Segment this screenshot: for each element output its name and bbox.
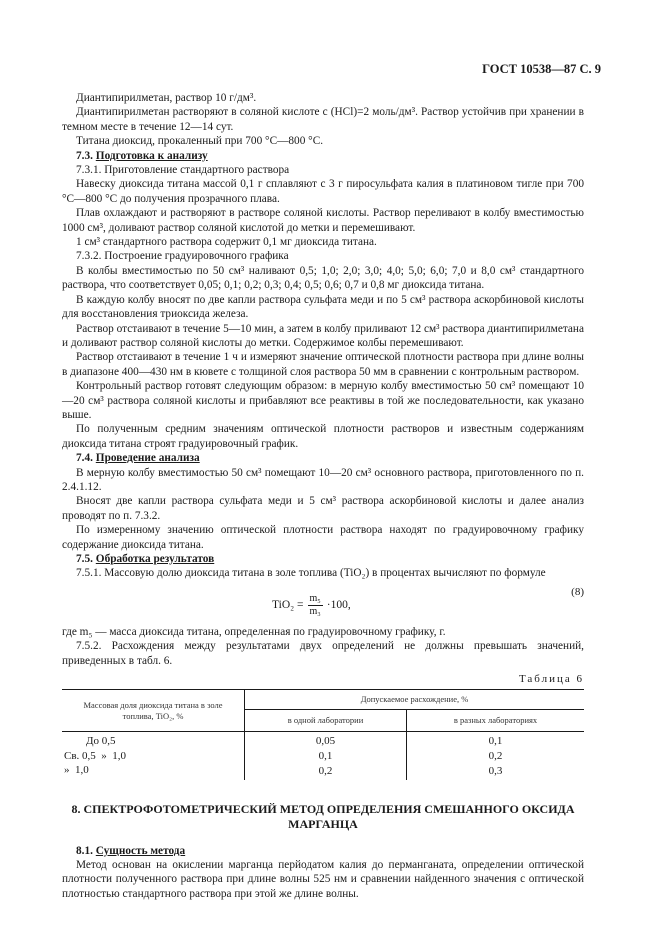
table-group-header: Допускаемое расхождение, % bbox=[245, 690, 585, 710]
paragraph: Раствор отстаивают в течение 1 ч и измеряют значение оптической плотности раствора при длине волны в диапазоне 400—430 нм в кювете с толщиной слоя раствора 50 мм в сравнении с контрольным раствором. bbox=[62, 351, 584, 378]
table-row bbox=[62, 749, 584, 763]
formula-number: (8) bbox=[571, 585, 584, 598]
section-8-title: 8. СПЕКТРОФОТОМЕТРИЧЕСКИЙ МЕТОД ОПРЕДЕЛЕНИЯ СМЕШАННОГО ОКСИДА МАРГАНЦА bbox=[71, 801, 575, 831]
paragraph: Титана диоксид, прокаленный при 700 °С—800 °С. bbox=[76, 135, 324, 148]
paragraph: 7.5.1. Массовую долю диоксида титана в золе топлива (TiO₂) в процентах вычисляют по формуле bbox=[76, 567, 546, 580]
paragraph: По полученным средним значениям оптической плотности растворов и известным содержаниям диоксида титана строят градуировочный график. bbox=[62, 423, 584, 450]
paragraph: Диантипирилметан растворяют в соляной кислоте c (HCl)=2 моль/дм³. Раствор устойчив при хранении в темном месте в течение 12—14 сут. bbox=[62, 106, 584, 133]
paragraph: Вносят две капли раствора сульфата меди и 5 см³ раствора аскорбиновой кислоты и далее анализ проводят по п. 7.3.2. bbox=[62, 495, 584, 522]
table-cell-diff: 0,1 bbox=[488, 735, 503, 748]
table-cell-range: До 0,5 bbox=[62, 732, 245, 749]
table-cell-range: » 1,0 bbox=[62, 763, 245, 779]
paragraph: Раствор отстаивают в течение 5—10 мин, а затем в колбу приливают 12 см³ раствора диантипирилметана и доливают раствор соляной кислоты до метки. Содержимое колбы перемешивают. bbox=[62, 322, 584, 349]
document-body bbox=[62, 91, 584, 901]
paragraph: По измеренному значению оптической плотности раствора находят по градуировочному графику содержание диоксида титана. bbox=[62, 524, 584, 551]
table-cell-range: Св. 0,5 » 1,0 bbox=[62, 749, 245, 763]
table-cell-same: 0,1 bbox=[245, 749, 407, 763]
table-cell-same: 0,05 bbox=[245, 732, 407, 749]
table-cell-diff: 0,2 bbox=[488, 749, 503, 762]
table-cell-diff: 0,3 bbox=[488, 765, 503, 778]
paragraph: 1 см³ стандартного раствора содержит 0,1 мг диоксида титана. bbox=[76, 236, 377, 249]
formula-8 bbox=[62, 585, 584, 625]
formula-numerator: m₅ bbox=[309, 592, 321, 604]
paragraph: В колбы вместимостью по 50 см³ наливают 0,5; 1,0; 2,0; 3,0; 4,0; 5,0; 6,0; 7,0 и 8,0 см³ стандартного раствора, что соответствует 0,05; 0,1; 0,2; 0,3; 0,4; 0,5; 0,6; 0,7 и 0,8 мг диоксида титана. bbox=[62, 264, 584, 292]
paragraph: В мерную колбу вместимостью 50 см³ помещают 10—20 см³ основного раствора, приготовленного по п. 2.4.1.12. bbox=[62, 466, 584, 493]
subsection-heading-7-3-1: 7.3.1. Приготовление стандартного раствора bbox=[76, 164, 290, 177]
table-row bbox=[62, 732, 584, 749]
table-row bbox=[62, 763, 584, 779]
paragraph: 7.5.2. Расхождения между результатами двух определений не должны превышать значений, приведенных в табл. 6. bbox=[62, 640, 584, 667]
table-col2-header: в одной лаборатории bbox=[245, 710, 407, 732]
section-heading-7-4: 7.4. Проведение анализа bbox=[76, 452, 200, 465]
table-cell-same: 0,2 bbox=[245, 763, 407, 779]
paragraph: В каждую колбу вносят по две капли раствора сульфата меди и по 5 см³ раствора аскорбиновой кислоты для восстановления триоксида железа. bbox=[62, 293, 584, 321]
formula-where: где m₅ — масса диоксида титана, определенная по градуировочному графику, г. bbox=[62, 625, 446, 638]
section-heading-7-3: 7.3. Подготовка к анализу bbox=[76, 149, 208, 162]
formula-rhs: ·100, bbox=[326, 599, 351, 612]
paragraph: Навеску диоксида титана массой 0,1 г сплавляют с 3 г пиросульфата калия в платиновом тигле при 700 °С—800 °С до получения прозрачного плава. bbox=[62, 178, 584, 205]
table-col1-header: Массовая доля диоксида титана в золе топлива, TiO₂, % bbox=[62, 690, 245, 732]
formula-lhs: TiO₂ = bbox=[272, 599, 304, 612]
table-6 bbox=[62, 689, 584, 779]
table-caption: Таблица 6 bbox=[518, 673, 584, 686]
paragraph: Контрольный раствор готовят следующим образом: в мерную колбу вместимостью 50 см³ помещают 10—20 см³ раствора соляной кислоты и прибавляют все реактивы в той же последовательности, как указано выше. bbox=[62, 380, 584, 421]
formula-denominator: m₃ bbox=[309, 605, 321, 617]
paragraph: Метод основан на окислении марганца перйодатом калия до перманганата, определении оптической плотности полученного раствора при длине волны 525 нм и сравнении найденного значения с оптической плотностью стандартного раствора при этой же длине волны. bbox=[62, 859, 584, 900]
subsection-heading-7-3-2: 7.3.2. Построение градуировочного графика bbox=[76, 250, 289, 263]
table-col3-header: в разных лабораториях bbox=[407, 710, 585, 732]
paragraph: Плав охлаждают и растворяют в растворе соляной кислоты. Раствор переливают в колбу вместимостью 1000 см³, доливают раствор соляной кислотой до метки и перемешивают. bbox=[62, 207, 584, 234]
page-header: ГОСТ 10538—87 С. 9 bbox=[482, 62, 601, 76]
paragraph: Диантипирилметан, раствор 10 г/дм³. bbox=[76, 92, 257, 104]
section-heading-7-5: 7.5. Обработка результатов bbox=[76, 553, 215, 565]
section-heading-8-1: 8.1. Сущность метода bbox=[76, 844, 186, 857]
formula-fraction bbox=[308, 593, 323, 618]
